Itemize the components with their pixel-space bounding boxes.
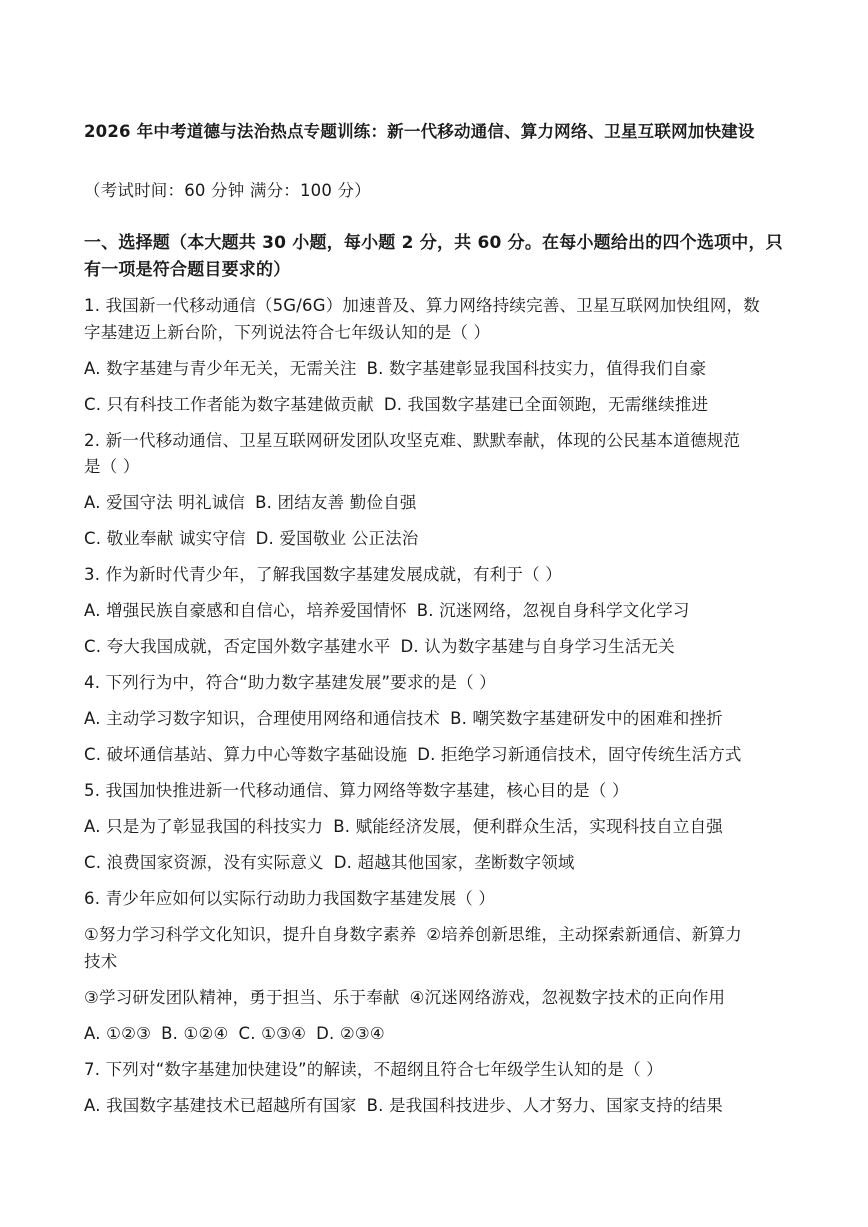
question-2-options-cd — [84, 528, 419, 550]
question-4-option-b: B. 嘲笑数字基建研发中的困难和挫折 — [450, 709, 724, 728]
question-2-option-b: B. 团结友善 勤俭自强 — [255, 493, 417, 512]
section-heading-line1: 一、选择题（本大题共 30 小题，每小题 2 分，共 60 分。在每小题给出的四个选项中，只 — [84, 233, 783, 253]
question-6-statements-12 — [84, 924, 742, 946]
question-5-option-a: A. 只是为了彰显我国的科技实力 — [84, 817, 324, 836]
question-2-option-c: C. 敬业奉献 诚实守信 — [84, 529, 246, 548]
question-6-statement-2: ②培养创新思维，主动探索新通信、新算力 — [426, 925, 742, 944]
question-6-option-b: B. ①②④ — [161, 1024, 229, 1043]
question-5-option-d: D. 超越其他国家，垄断数字领域 — [333, 853, 575, 872]
question-3-stem: 3. 作为新时代青少年，了解我国数字基建发展成就，有利于（ ） — [84, 565, 562, 584]
question-2-option-a: A. 爱国守法 明礼诚信 — [84, 493, 246, 512]
question-1-option-d: D. 我国数字基建已全面领跑，无需继续推进 — [383, 395, 709, 414]
question-7-option-a: A. 我国数字基建技术已超越所有国家 — [84, 1096, 357, 1115]
question-5-options-ab — [84, 816, 723, 838]
question-7-stem: 7. 下列对“数字基建加快建设”的解读，不超纲且符合七年级学生认知的是（ ） — [84, 1060, 663, 1079]
question-6-options — [84, 1023, 385, 1045]
question-1-stem-line1: 1. 我国新一代移动通信（5G/6G）加速普及、算力网络持续完善、卫星互联网加快组网，数 — [84, 296, 760, 315]
document-title: 2026 年中考道德与法治热点专题训练：新一代移动通信、算力网络、卫星互联网加快建设 — [84, 122, 755, 141]
question-3-options-cd — [84, 636, 675, 658]
question-4-option-c: C. 破坏通信基站、算力中心等数字基础设施 — [84, 745, 408, 764]
section-heading-line2: 有一项是符合题目要求的） — [84, 260, 291, 280]
question-6-statement-2-cont: 技术 — [84, 952, 118, 971]
question-5-stem: 5. 我国加快推进新一代移动通信、算力网络等数字基建，核心目的是（ ） — [84, 781, 629, 800]
question-4-options-cd — [84, 744, 742, 766]
question-2-option-d: D. 爱国敬业 公正法治 — [255, 529, 419, 548]
question-5-options-cd — [84, 852, 575, 874]
question-3-options-ab — [84, 600, 690, 622]
question-6-option-a: A. ①②③ — [84, 1024, 152, 1043]
question-1-option-c: C. 只有科技工作者能为数字基建做贡献 — [84, 395, 374, 414]
exam-info: （考试时间：60 分钟 满分：100 分） — [84, 181, 371, 200]
question-6-option-c: C. ①③④ — [238, 1024, 307, 1043]
question-2-stem-line2: 是（ ） — [84, 457, 140, 476]
question-1-options-cd — [84, 394, 708, 416]
question-6-statement-1: ①努力学习科学文化知识，提升自身数字素养 — [84, 925, 417, 944]
question-5-option-b: B. 赋能经济发展，便利群众生活，实现科技自立自强 — [333, 817, 723, 836]
question-5-option-c: C. 浪费国家资源，没有实际意义 — [84, 853, 324, 872]
question-3-option-d: D. 认为数字基建与自身学习生活无关 — [400, 637, 675, 656]
question-2-options-ab — [84, 492, 417, 514]
question-6-stem: 6. 青少年应如何以实际行动助力我国数字基建发展（ ） — [84, 889, 496, 908]
question-6-statements-34 — [84, 987, 725, 1009]
question-3-option-a: A. 增强民族自豪感和自信心，培养爱国情怀 — [84, 601, 407, 620]
question-4-option-a: A. 主动学习数字知识，合理使用网络和通信技术 — [84, 709, 441, 728]
question-6-option-d: D. ②③④ — [316, 1024, 385, 1043]
question-7-option-b: B. 是我国科技进步、人才努力、国家支持的结果 — [366, 1096, 724, 1115]
question-4-options-ab — [84, 708, 723, 730]
question-2-stem-line1: 2. 新一代移动通信、卫星互联网研发团队攻坚克难、默默奉献，体现的公民基本道德规范 — [84, 431, 741, 450]
question-1-option-a: A. 数字基建与青少年无关，无需关注 — [84, 359, 357, 378]
question-6-statement-4: ④沉迷网络游戏，忽视数字技术的正向作用 — [409, 988, 726, 1007]
question-4-option-d: D. 拒绝学习新通信技术，固守传统生活方式 — [417, 745, 742, 764]
question-1-stem-line2: 字基建迈上新台阶，下列说法符合七年级认知的是（ ） — [84, 323, 491, 342]
question-6-statement-3: ③学习研发团队精神，勇于担当、乐于奉献 — [84, 988, 400, 1007]
question-1-option-b: B. 数字基建彰显我国科技实力，值得我们自豪 — [366, 359, 707, 378]
question-4-stem: 4. 下列行为中，符合“助力数字基建发展”要求的是（ ） — [84, 673, 496, 692]
question-1-options-ab — [84, 358, 706, 380]
question-3-option-b: B. 沉迷网络，忽视自身科学文化学习 — [416, 601, 690, 620]
question-7-options-ab — [84, 1095, 723, 1117]
question-3-option-c: C. 夸大我国成就，否定国外数字基建水平 — [84, 637, 391, 656]
